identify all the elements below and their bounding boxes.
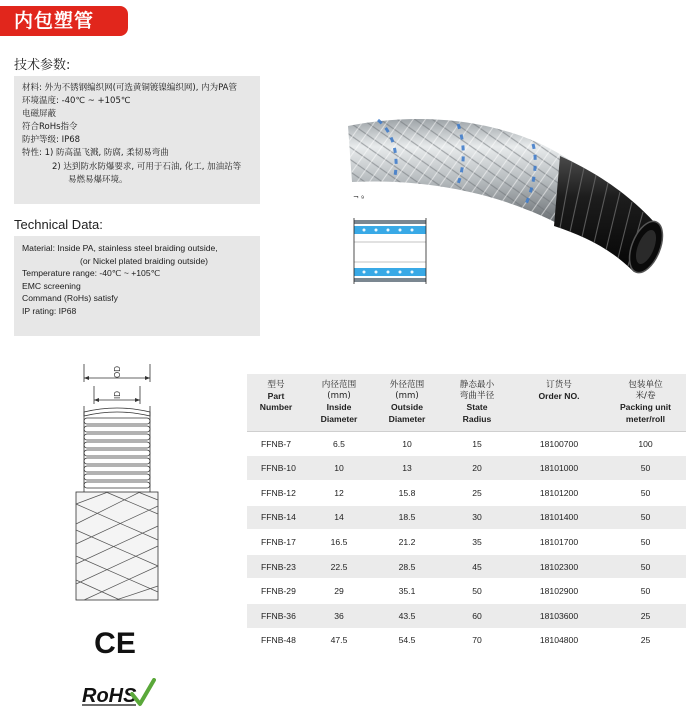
spec-line: 符合RoHs指令 xyxy=(22,122,78,133)
cell-part-number: FFNB-48 xyxy=(247,628,305,653)
table-row xyxy=(247,579,686,604)
table-row xyxy=(247,554,686,579)
table-row xyxy=(247,628,686,653)
cell-state-radius: 15 xyxy=(441,431,513,456)
spec-line: Command (RoHs) satisfy xyxy=(22,293,118,304)
cell-inside-diameter: 12 xyxy=(305,481,373,506)
cell-part-number: FFNB-12 xyxy=(247,481,305,506)
cell-state-radius: 25 xyxy=(441,481,513,506)
cell-order-no: 18101400 xyxy=(513,505,605,530)
col-part-number xyxy=(247,374,305,431)
cell-outside-diameter: 10 xyxy=(373,431,441,456)
ce-mark-icon xyxy=(92,625,138,659)
cell-state-radius: 50 xyxy=(441,579,513,604)
cell-order-no: 18101200 xyxy=(513,481,605,506)
technical-data-cn xyxy=(14,76,260,204)
cell-part-number: FFNB-29 xyxy=(247,579,305,604)
col-order-no-en: Order NO. xyxy=(538,391,580,402)
cell-outside-diameter: 54.5 xyxy=(373,628,441,653)
section-mark: ¬ ₉ xyxy=(353,193,364,201)
col-inside-diameter-en: Inside Diameter xyxy=(320,402,358,424)
cell-state-radius: 35 xyxy=(441,530,513,555)
cell-inside-diameter: 36 xyxy=(305,603,373,628)
cell-packing-unit: 50 xyxy=(605,530,686,555)
spec-line: 防护等级: IP68 xyxy=(22,135,81,146)
table-row xyxy=(247,505,686,530)
cell-inside-diameter: 16.5 xyxy=(305,530,373,555)
col-part-number-cn: 型号 xyxy=(267,380,285,390)
col-packing-unit-cn: 包装单位 米/卷 xyxy=(628,380,663,402)
col-outside-diameter-en: Outside Diameter xyxy=(388,402,426,424)
spec-line: EMC screening xyxy=(22,280,81,291)
cell-state-radius: 70 xyxy=(441,628,513,653)
cell-inside-diameter: 22.5 xyxy=(305,554,373,579)
cell-part-number: FFNB-10 xyxy=(247,456,305,481)
cell-outside-diameter: 43.5 xyxy=(373,603,441,628)
table-row xyxy=(247,530,686,555)
col-state-radius-cn: 静态最小 弯曲半径 xyxy=(459,380,495,402)
col-order-no-cn: 订货号 xyxy=(546,380,572,390)
cell-packing-unit: 50 xyxy=(605,554,686,579)
cell-inside-diameter: 29 xyxy=(305,579,373,604)
table-row xyxy=(247,431,686,456)
cell-outside-diameter: 13 xyxy=(373,456,441,481)
specification-table xyxy=(247,374,686,653)
spec-line: 材料: 外为不锈钢编织网(可选黄铜镀镍编织网), 内为PA管 xyxy=(22,83,238,93)
table-row xyxy=(247,481,686,506)
cell-packing-unit: 50 xyxy=(605,481,686,506)
id-label: ID xyxy=(113,391,122,399)
cell-inside-diameter: 6.5 xyxy=(305,431,373,456)
rohs-label: RoHS xyxy=(82,685,137,707)
cell-order-no: 18103600 xyxy=(513,603,605,628)
cell-state-radius: 45 xyxy=(441,554,513,579)
cell-part-number: FFNB-7 xyxy=(247,431,305,456)
col-outside-diameter xyxy=(373,374,441,431)
cell-inside-diameter: 47.5 xyxy=(305,628,373,653)
col-state-radius xyxy=(441,374,513,431)
col-inside-diameter-cn: 内径范围 (mm) xyxy=(321,380,357,402)
spec-line: 易燃易爆环境。 xyxy=(68,174,128,185)
cell-part-number: FFNB-23 xyxy=(247,554,305,579)
spec-line: (or Nickel plated braiding outside) xyxy=(80,255,209,266)
cell-order-no: 18101700 xyxy=(513,530,605,555)
spec-line: 特性: 1) 防高温飞溅, 防腐, 柔韧易弯曲 xyxy=(22,148,169,159)
cell-packing-unit: 25 xyxy=(605,628,686,653)
col-part-number-en: Part Number xyxy=(259,391,293,413)
technical-data-en xyxy=(14,236,260,336)
cell-order-no: 18102300 xyxy=(513,554,605,579)
rohs-logo-icon xyxy=(80,678,156,708)
col-outside-diameter-cn: 外径范围 (mm) xyxy=(389,380,425,402)
hose-technical-drawing xyxy=(62,364,172,604)
hose-cross-section xyxy=(350,212,430,290)
cell-outside-diameter: 18.5 xyxy=(373,505,441,530)
cell-inside-diameter: 10 xyxy=(305,456,373,481)
cell-order-no: 18101000 xyxy=(513,456,605,481)
od-label: OD xyxy=(113,366,122,378)
cell-state-radius: 20 xyxy=(441,456,513,481)
spec-line: IP rating: IP68 xyxy=(22,305,77,316)
col-order-no xyxy=(513,374,605,431)
cell-outside-diameter: 28.5 xyxy=(373,554,441,579)
cell-packing-unit: 50 xyxy=(605,505,686,530)
cell-packing-unit: 50 xyxy=(605,579,686,604)
technical-heading-cn: 技术参数: xyxy=(14,58,71,73)
cell-packing-unit: 25 xyxy=(605,603,686,628)
spec-line: Material: Inside PA, stainless steel braiding outside, xyxy=(22,243,218,253)
ce-label: CE xyxy=(94,627,136,659)
cell-state-radius: 30 xyxy=(441,505,513,530)
cell-part-number: FFNB-14 xyxy=(247,505,305,530)
cell-outside-diameter: 21.2 xyxy=(373,530,441,555)
cell-packing-unit: 100 xyxy=(605,431,686,456)
spec-line: 2) 达到防水防爆要求, 可用于石油, 化工, 加油站等 xyxy=(52,161,242,172)
col-state-radius-en: State Radius xyxy=(462,402,492,424)
page-title: 内包塑管 xyxy=(0,6,128,36)
table-header-row xyxy=(247,374,686,431)
cell-inside-diameter: 14 xyxy=(305,505,373,530)
col-packing-unit-en: Packing unit meter/roll xyxy=(619,402,672,424)
cell-order-no: 18100700 xyxy=(513,431,605,456)
cell-outside-diameter: 35.1 xyxy=(373,579,441,604)
col-packing-unit xyxy=(605,374,686,431)
cell-order-no: 18102900 xyxy=(513,579,605,604)
table-row xyxy=(247,603,686,628)
cell-packing-unit: 50 xyxy=(605,456,686,481)
table-row xyxy=(247,456,686,481)
technical-heading-en: Technical Data: xyxy=(14,217,103,232)
cell-part-number: FFNB-17 xyxy=(247,530,305,555)
cell-outside-diameter: 15.8 xyxy=(373,481,441,506)
cell-order-no: 18104800 xyxy=(513,628,605,653)
spec-line: Temperature range: -40℃ ~ +105℃ xyxy=(22,268,161,279)
spec-line: 电磁屏蔽 xyxy=(22,109,57,120)
cell-state-radius: 60 xyxy=(441,603,513,628)
cell-part-number: FFNB-36 xyxy=(247,603,305,628)
spec-line: 环境温度: -40℃ ~ +105℃ xyxy=(22,96,131,107)
col-inside-diameter xyxy=(305,374,373,431)
